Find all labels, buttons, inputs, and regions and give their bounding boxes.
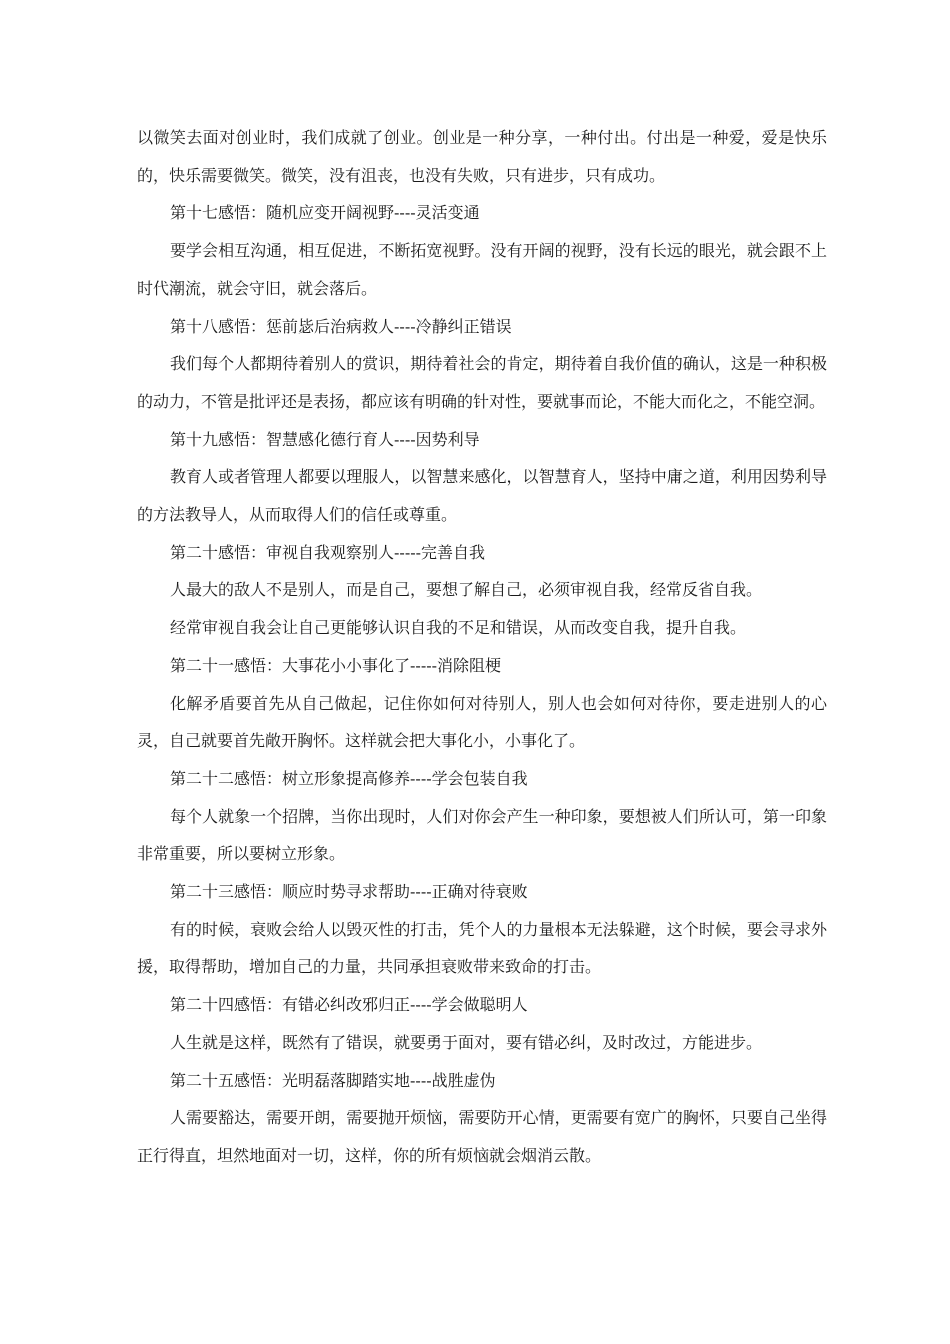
- body-paragraph: 每个人就象一个招牌，当你出现时，人们对你会产生一种印象，要想被人们所认可，第一印象非常重要，所以要树立形象。: [137, 806, 827, 864]
- body-paragraph: 有的时候，衰败会给人以毁灭性的打击，凭个人的力量根本无法躲避，这个时候，要会寻求外援，取得帮助，增加自己的力量，共同承担衰败带来致命的打击。: [137, 919, 827, 977]
- section-heading: 第二十一感悟：大事花小小事化了-----消除阻梗: [170, 655, 502, 675]
- body-paragraph: 教育人或者管理人都要以理服人，以智慧来感化，以智慧育人，坚持中庸之道，利用因势利导的方法教导人，从而取得人们的信任或尊重。: [137, 467, 827, 525]
- section-heading: 第十八感悟：惩前毖后治病救人----冷静纠正错误: [170, 316, 512, 336]
- section-heading: 第二十三感悟：顺应时势寻求帮助----正确对待衰败: [170, 882, 528, 902]
- body-paragraph: 我们每个人都期待着别人的赏识，期待着社会的肯定，期待着自我价值的确认，这是一种积极的动力，不管是批评还是表扬，都应该有明确的针对性，要就事而论，不能大而化之，不能空洞。: [137, 354, 827, 411]
- body-paragraph: 人需要豁达，需要开朗，需要抛开烦恼，需要防开心情，更需要有宽广的胸怀，只要自己坐得正行得直，坦然地面对一切，这样，你的所有烦恼就会烟消云散。: [137, 1108, 827, 1165]
- section-heading: 第十九感悟：智慧感化德行育人----因势利导: [170, 429, 480, 449]
- section-heading: 第二十四感悟：有错必纠改邪归正----学会做聪明人: [170, 995, 528, 1015]
- body-paragraph: 以微笑去面对创业时，我们成就了创业。创业是一种分享，一种付出。付出是一种爱，爱是快乐的，快乐需要微笑。微笑，没有沮丧，也没有失败，只有进步，只有成功。: [137, 128, 827, 185]
- body-paragraph: 化解矛盾要首先从自己做起，记住你如何对待别人，别人也会如何对待你，要走进别人的心灵，自己就要首先敞开胸怀。这样就会把大事化小，小事化了。: [137, 693, 827, 751]
- body-paragraph: 人生就是这样，既然有了错误，就要勇于面对，要有错必纠，及时改过，方能进步。: [170, 1032, 763, 1052]
- body-paragraph: 人最大的敌人不是别人，而是自己，要想了解自己，必须审视自我，经常反省自我。: [170, 580, 763, 600]
- section-heading: 第二十五感悟：光明磊落脚踏实地----战胜虚伪: [170, 1070, 496, 1090]
- document-body: [137, 119, 827, 1175]
- section-heading: 第二十感悟：审视自我观察别人-----完善自我: [170, 542, 486, 562]
- body-paragraph: 要学会相互沟通，相互促进，不断拓宽视野。没有开阔的视野，没有长远的眼光，就会跟不上时代潮流，就会守旧，就会落后。: [137, 241, 827, 298]
- section-heading: 第十七感悟：随机应变开阔视野----灵活变通: [170, 203, 480, 223]
- section-heading: 第二十二感悟：树立形象提高修养----学会包装自我: [170, 768, 528, 788]
- body-paragraph: 经常审视自我会让自己更能够认识自我的不足和错误，从而改变自我，提升自我。: [170, 618, 747, 638]
